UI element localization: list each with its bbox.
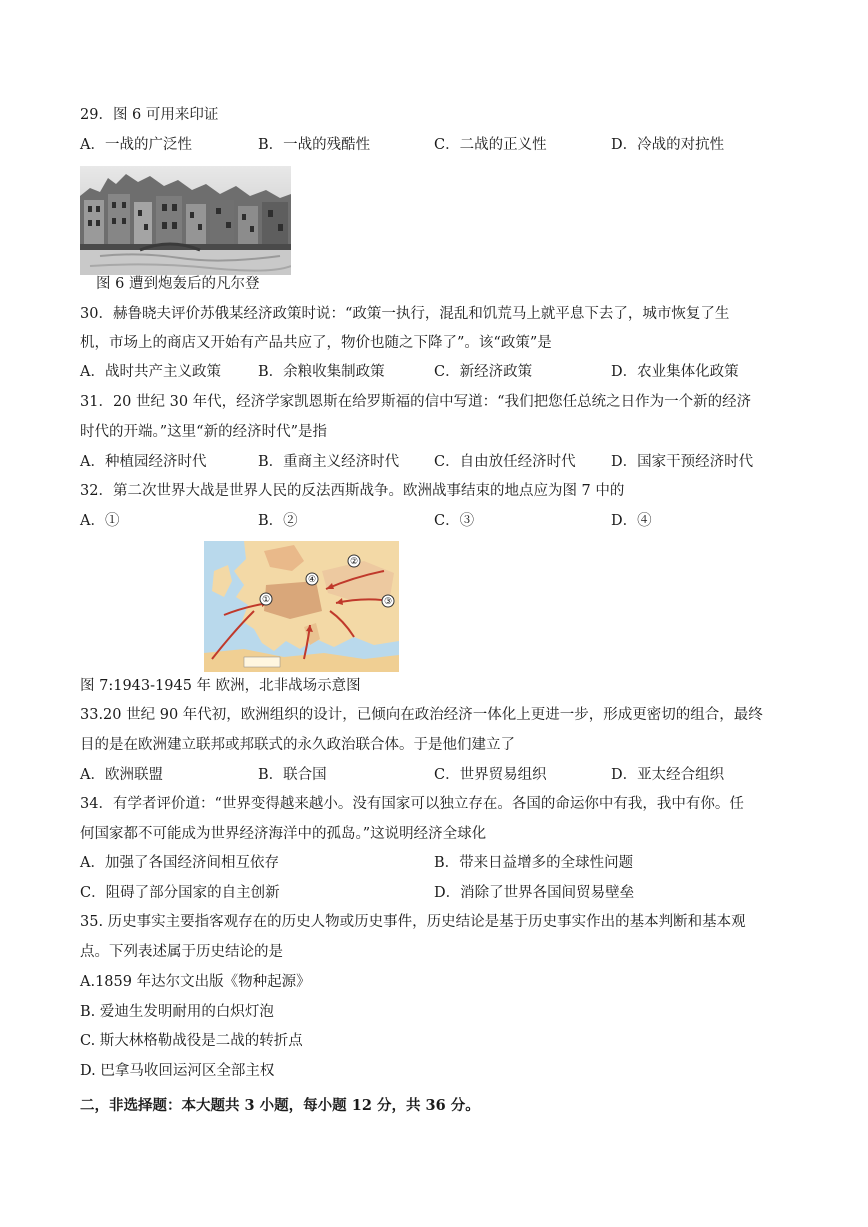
q34-option-c: C．阻碍了部分国家的自主创新 xyxy=(80,885,280,901)
q33-option-a: A．欧洲联盟 xyxy=(80,767,163,783)
q30-option-b: B．余粮收集制政策 xyxy=(258,364,385,380)
q35-option-c: C. 斯大林格勒战役是二战的转折点 xyxy=(80,1033,303,1049)
q31-stem-line2: 时代的开端。”这里“新的经济时代”是指 xyxy=(80,424,327,440)
q33-stem-line2: 目的是在欧洲建立联邦或邦联式的永久政治联合体。于是他们建立了 xyxy=(80,737,515,753)
map-marker-2: ② xyxy=(349,557,359,567)
q33-option-b: B．联合国 xyxy=(258,767,327,783)
q34-option-a: A．加强了各国经济间相互依存 xyxy=(80,855,279,871)
q33-option-d: D．亚太经合组织 xyxy=(611,767,725,783)
q29-option-b: B．一战的残酷性 xyxy=(258,137,371,153)
map-marker-3: ③ xyxy=(383,597,393,607)
q29-option-a: A．一战的广泛性 xyxy=(80,137,192,153)
europe-north-africa-war-map xyxy=(204,541,399,672)
q31-stem-line1: 31．20 世纪 30 年代，经济学家凯恩斯在给罗斯福的信中写道：“我们把您任总统之日作为一个新的经济 xyxy=(80,394,752,410)
q29-option-c: C．二战的正义性 xyxy=(434,137,547,153)
q35-stem-line2: 点。下列表述属于历史结论的是 xyxy=(80,944,283,960)
q32-option-d: D．④ xyxy=(611,513,652,529)
q31-option-c: C．自由放任经济时代 xyxy=(434,454,576,470)
q32-option-a: A．① xyxy=(80,513,120,529)
q29-stem: 29．图 6 可用来印证 xyxy=(80,107,219,123)
q31-option-b: B．重商主义经济时代 xyxy=(258,454,400,470)
q34-option-d: D．消除了世界各国间贸易壁垒 xyxy=(434,885,635,901)
q32-option-c: C．③ xyxy=(434,513,475,529)
q30-stem-line2: 机，市场上的商店又开始有产品共应了，物价也随之下降了”。该“政策”是 xyxy=(80,335,552,351)
q30-option-c: C．新经济政策 xyxy=(434,364,533,380)
q29-option-d: D．冷战的对抗性 xyxy=(611,137,725,153)
q35-stem-line1: 35. 历史事实主要指客观存在的历史人物或历史事件，历史结论是基于历史事实作出的基本判断和基本观 xyxy=(80,914,746,930)
q35-option-a: A.1859 年达尔文出版《物种起源》 xyxy=(80,974,311,990)
q35-option-d: D. 巴拿马收回运河区全部主权 xyxy=(80,1063,275,1079)
q33-stem-line1: 33.20 世纪 90 年代初，欧洲组织的设计，已倾向在政治经济一体化上更进一步，形成更密切的组合，最终 xyxy=(80,707,763,723)
figure-6-caption: 图 6 遭到炮轰后的凡尔登 xyxy=(96,276,260,292)
q31-option-d: D．国家干预经济时代 xyxy=(611,454,754,470)
q35-option-b: B. 爱迪生发明耐用的白炽灯泡 xyxy=(80,1004,274,1020)
map-marker-1: ① xyxy=(261,595,271,605)
section2-title: 二，非选择题：本大题共 3 小题，每小题 12 分，共 36 分。 xyxy=(80,1097,480,1114)
q30-option-a: A．战时共产主义政策 xyxy=(80,364,221,380)
q34-stem-line2: 何国家都不可能成为世界经济海洋中的孤岛。”这说明经济全球化 xyxy=(80,826,487,842)
q31-option-a: A．种植园经济时代 xyxy=(80,454,207,470)
q32-option-b: B．② xyxy=(258,513,298,529)
q34-option-b: B．带来日益增多的全球性问题 xyxy=(434,855,634,871)
verdun-ruins-photo xyxy=(80,166,291,275)
q30-option-d: D．农业集体化政策 xyxy=(611,364,739,380)
figure-7-caption: 图 7:1943-1945 年 欧洲，北非战场示意图 xyxy=(80,678,361,694)
map-marker-4: ④ xyxy=(307,575,317,585)
q32-stem: 32．第二次世界大战是世界人民的反法西斯战争。欧洲战事结束的地点应为图 7 中的 xyxy=(80,483,625,499)
q30-stem-line1: 30．赫鲁晓夫评价苏俄某经济政策时说：“政策一执行，混乱和饥荒马上就平息下去了，城市恢复了生 xyxy=(80,306,730,322)
q33-option-c: C．世界贸易组织 xyxy=(434,767,547,783)
q34-stem-line1: 34．有学者评价道：“世界变得越来越小。没有国家可以独立存在。各国的命运你中有我，我中有你。任 xyxy=(80,796,744,812)
